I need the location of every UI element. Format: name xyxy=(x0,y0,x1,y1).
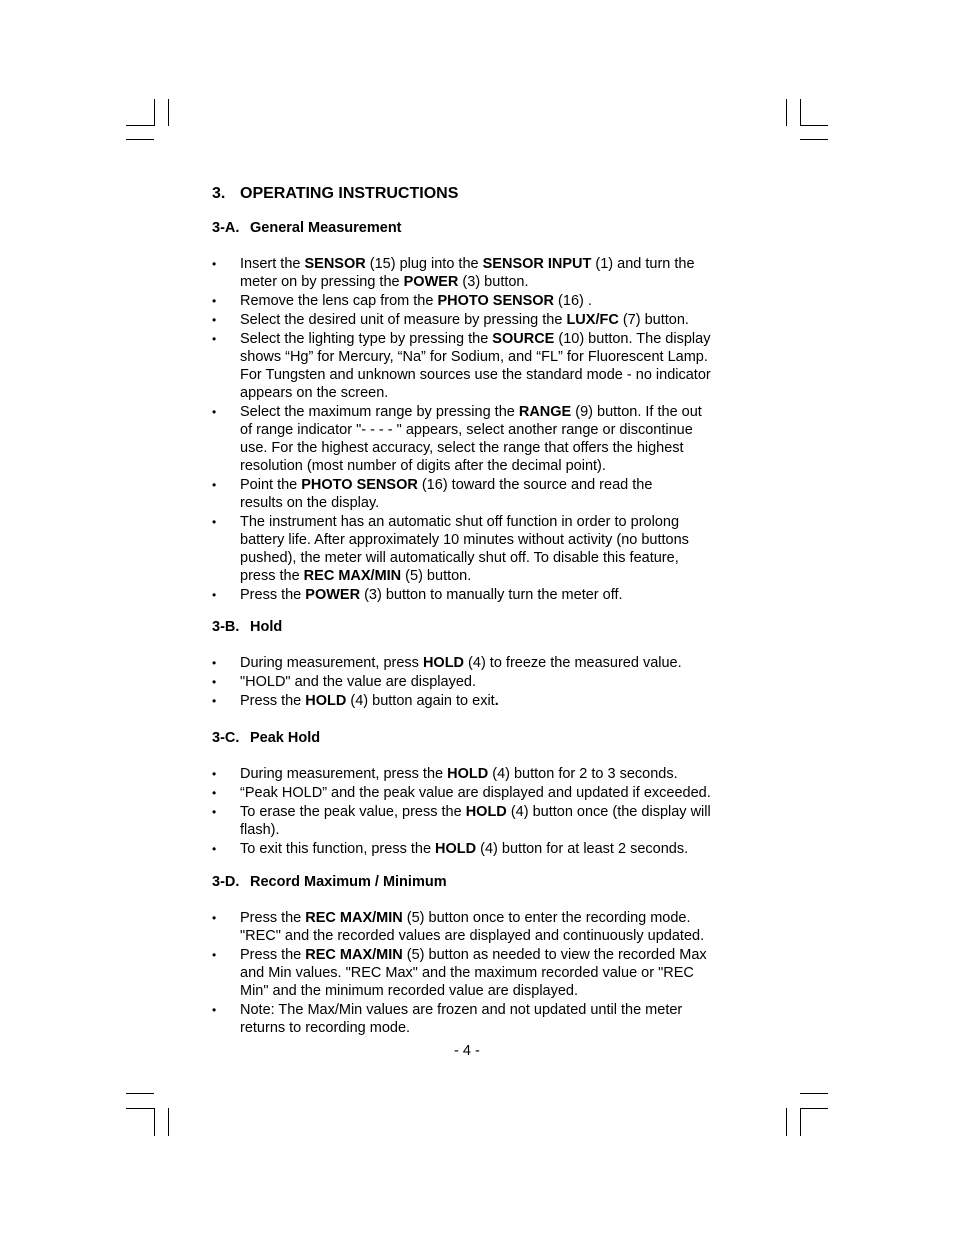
bullet-icon: • xyxy=(212,313,217,327)
bold-term: HOLD xyxy=(422,655,465,671)
bullet-icon: • xyxy=(212,911,217,925)
list-item: • "HOLD" and the value are displayed. xyxy=(212,674,476,690)
bullet-list xyxy=(212,255,757,605)
page-number: - 4 - xyxy=(454,1043,480,1059)
bold-term: SENSOR INPUT xyxy=(482,256,592,272)
bold-term: REC MAX/MIN xyxy=(305,910,403,926)
bold-term: HOLD xyxy=(465,804,507,820)
bullet-icon: • xyxy=(212,842,217,856)
bullet-icon: • xyxy=(212,405,217,419)
section-heading: 3-B. Hold xyxy=(212,619,283,635)
list-item: • Press the HOLD (4) button again to exit. xyxy=(212,693,499,709)
list-item: • Press the REC MAX/MIN (5) button once to enter the recording mode. "REC" and the recorded values are displayed and continuously updated. xyxy=(212,910,705,944)
bold-term: POWER xyxy=(305,587,361,603)
bullet-icon: • xyxy=(212,786,217,800)
list-item: • Select the desired unit of measure by pressing the LUX/FC (7) button. xyxy=(212,312,689,328)
bullet-icon: • xyxy=(212,1003,217,1017)
list-item: • Press the POWER (3) button to manually turn the meter off. xyxy=(212,587,623,603)
bullet-icon: • xyxy=(212,694,217,708)
bullet-icon: • xyxy=(212,675,217,689)
list-item: • To erase the peak value, press the HOLD (4) button once (the display will flash). xyxy=(212,804,711,838)
bullet-icon: • xyxy=(212,656,217,670)
bold-term: REC MAX/MIN xyxy=(305,947,403,963)
bold-term: POWER xyxy=(403,274,459,290)
bullet-icon: • xyxy=(212,767,217,781)
bold-term: RANGE xyxy=(518,404,572,420)
bold-term: SOURCE xyxy=(492,331,555,347)
bold-term: HOLD xyxy=(305,693,347,709)
bold-term: PHOTO SENSOR xyxy=(437,293,555,309)
list-item: • Select the maximum range by pressing the RANGE (9) button. If the out of range indicator "- - - - " appears, select another range or discontinue use. For the highest accuracy, select the range that offers the highest resolution (most number of digits after the decimal point). xyxy=(212,404,702,474)
bullet-icon: • xyxy=(212,294,217,308)
list-item: • Press the REC MAX/MIN (5) button as needed to view the recorded Max and Min values. "REC Max" and the maximum recorded value or "REC Min" and the minimum recorded value are displayed. xyxy=(212,947,707,999)
bullet-icon: • xyxy=(212,478,217,492)
list-item: • During measurement, press the HOLD (4) button for 2 to 3 seconds. xyxy=(212,766,678,782)
bullet-list xyxy=(212,654,757,711)
bold-term: . xyxy=(494,693,499,709)
bullet-icon: • xyxy=(212,805,217,819)
bullet-list xyxy=(212,765,757,859)
list-item: • Remove the lens cap from the PHOTO SENSOR (16) . xyxy=(212,293,592,309)
list-item: • To exit this function, press the HOLD (4) button for at least 2 seconds. xyxy=(212,841,689,857)
section-heading: 3-C. Peak Hold xyxy=(212,730,321,746)
bullet-icon: • xyxy=(212,332,217,346)
list-item: • Select the lighting type by pressing the SOURCE (10) button. The display shows “Hg” for Mercury, “Na” for Sodium, and “FL” for Fluorescent Lamp. For Tungsten and unknown sources use the standard mode - no indicator appears on the screen. xyxy=(212,331,711,401)
bold-term: REC MAX/MIN xyxy=(303,568,402,584)
bullet-icon: • xyxy=(212,588,217,602)
bold-term: SENSOR xyxy=(304,256,366,272)
section-heading: 3-A. General Measurement xyxy=(212,220,402,236)
list-item: • During measurement, press HOLD (4) to freeze the measured value. xyxy=(212,655,682,671)
list-item: • Insert the SENSOR (15) plug into the SENSOR INPUT (1) and turn the meter on by pressing the POWER (3) button. xyxy=(212,256,695,290)
bold-term: HOLD xyxy=(435,841,477,857)
bold-term: HOLD xyxy=(447,766,489,782)
list-item: • “Peak HOLD” and the peak value are displayed and updated if exceeded. xyxy=(212,785,711,801)
page-title: 3. OPERATING INSTRUCTIONS xyxy=(212,185,459,202)
list-item: • Point the PHOTO SENSOR (16) toward the source and read the results on the display. xyxy=(212,477,653,511)
bold-term: PHOTO SENSOR xyxy=(301,477,418,493)
list-item: • Note: The Max/Min values are frozen and not updated until the meter returns to recording mode. xyxy=(212,1002,683,1036)
bullet-icon: • xyxy=(212,257,217,271)
section-heading: 3-D. Record Maximum / Minimum xyxy=(212,874,447,890)
bullet-icon: • xyxy=(212,515,217,529)
bullet-list xyxy=(212,909,757,1038)
list-item: • The instrument has an automatic shut off function in order to prolong battery life. After approximately 10 minutes without activity (no buttons pushed), the meter will automatically shut off. To disable this feature, press the REC MAX/MIN (5) button. xyxy=(212,514,689,584)
bold-term: LUX/FC xyxy=(566,312,619,328)
bullet-icon: • xyxy=(212,948,217,962)
